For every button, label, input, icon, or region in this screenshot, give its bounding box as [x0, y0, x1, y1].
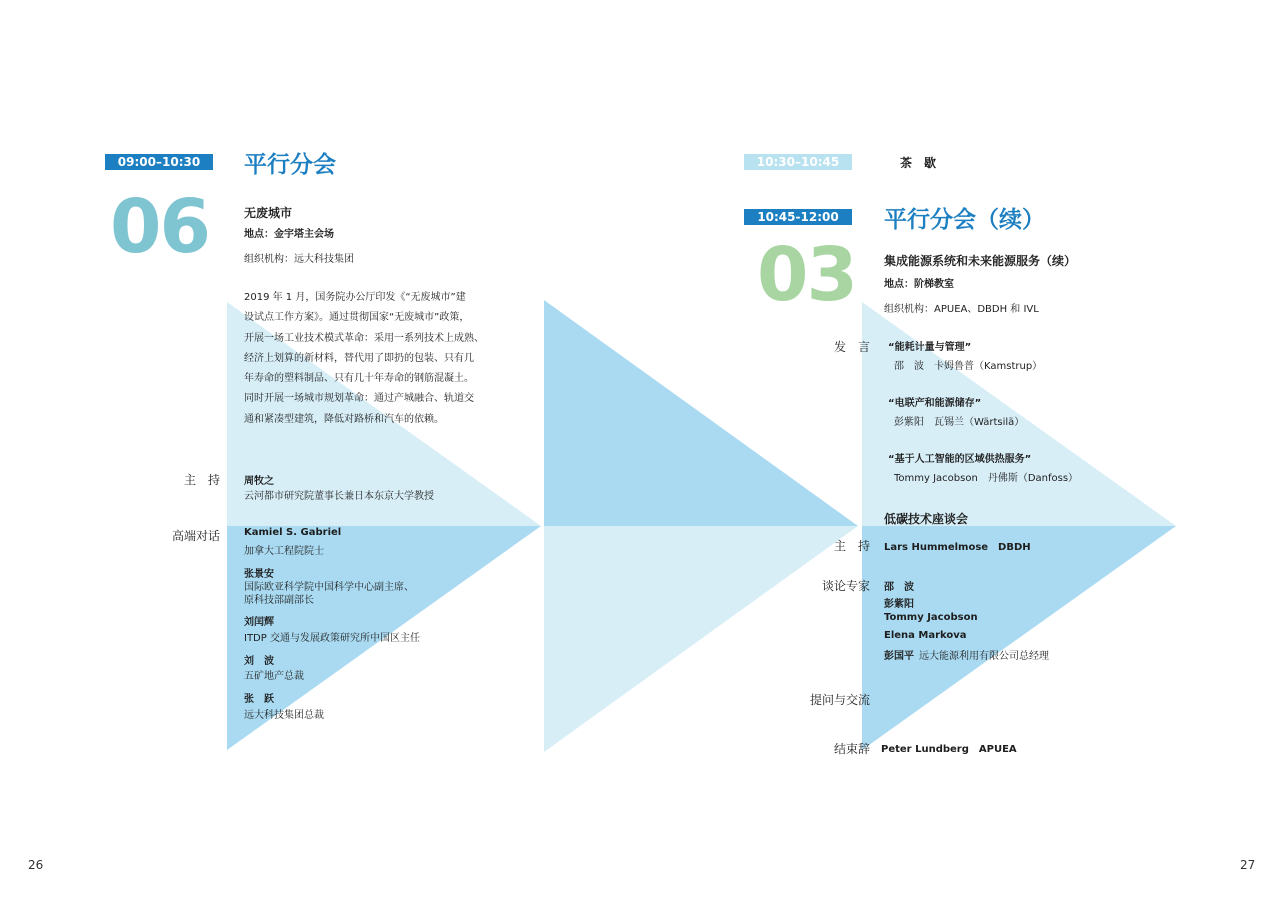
- paragraph-line: 设试点工作方案》。通过贯彻国家“无废城市”政策，: [244, 312, 470, 324]
- expert-name: Elena Markova: [884, 630, 967, 641]
- location: 地点：阶梯教室: [884, 279, 954, 290]
- description-paragraph: [244, 288, 484, 430]
- time-badge: 09:00–10:30: [105, 154, 213, 170]
- paragraph-line: 经济上划算的新材料，替代用了即扔的包装、只有几: [244, 352, 474, 364]
- paragraph-line: 开展一场工业技术模式革命：采用一系列技术上成熟、: [244, 332, 484, 344]
- expert-name: Tommy Jacobson: [884, 612, 978, 623]
- session-title: 集成能源系统和未来能源服务（续）: [884, 254, 1077, 268]
- speaker-name: Kamiel S. Gabriel: [244, 527, 342, 538]
- speaker-name: 张 跃: [244, 694, 274, 705]
- page-number-right: 27: [1240, 858, 1256, 872]
- expert-name: 彭国平: [884, 651, 914, 662]
- speaker-name: 张景安: [244, 569, 274, 580]
- speaker-title: 远大科技集团总裁: [244, 710, 324, 721]
- speaker-title: ITDP 交通与发展政策研究所中国区主任: [244, 633, 420, 644]
- session-number: 03: [757, 232, 856, 318]
- location: 地点：金宇塔主会场: [244, 229, 334, 240]
- host-name: 周牧之: [244, 476, 274, 487]
- talk-speaker: 邵 波 卡姆鲁普（Kamstrup）: [894, 361, 1043, 372]
- triangle-upper-mid: [544, 300, 858, 526]
- session-title: 无废城市: [244, 206, 293, 220]
- page-number-left: 26: [28, 858, 44, 872]
- speech-label: 发 言: [833, 340, 870, 354]
- triangle-lower-mid: [544, 526, 858, 752]
- paragraph-line: 2019 年 1 月，国务院办公厅印发《“无废城市”建: [244, 292, 466, 303]
- panel-title: 低碳技术座谈会: [884, 512, 969, 526]
- talk-topic: “电联产和能源储存”: [888, 398, 982, 409]
- speaker-title: 加拿大工程院院士: [244, 546, 324, 557]
- section-title: 平行分会（续）: [884, 207, 1045, 233]
- expert-name: 邵 波: [884, 582, 914, 593]
- experts-label: 谈论专家: [821, 579, 870, 593]
- expert-name: 彭紫阳: [884, 599, 914, 610]
- talk-speaker: Tommy Jacobson 丹佛斯（Danfoss）: [894, 473, 1079, 484]
- talk-topic: “能耗计量与管理”: [888, 342, 972, 353]
- qa-label: 提问与交流: [809, 693, 870, 707]
- talk-topic: “基于人工智能的区域供热服务”: [888, 454, 1032, 465]
- closing-label: 结束辞: [833, 742, 870, 756]
- section-title: 平行分会: [244, 152, 336, 178]
- organizer: 组织机构：APUEA、DBDH 和 IVL: [884, 304, 1039, 315]
- closing-speaker: Peter Lundberg APUEA: [881, 744, 1017, 755]
- host-title: 云河都市研究院董事长兼日本东京大学教授: [244, 491, 434, 502]
- paragraph-line: 同时开展一场城市规划革命：通过产城融合、轨道交: [244, 393, 474, 405]
- expert-title: 远大能源利用有限公司总经理: [919, 651, 1049, 662]
- speaker-name: 刘闰辉: [244, 617, 274, 628]
- host-name: Lars Hummelmose DBDH: [884, 542, 1031, 553]
- time-badge: 10:45-12:00: [744, 209, 852, 225]
- speaker-title: 五矿地产总裁: [244, 671, 304, 682]
- break-time-badge: 10:30–10:45: [744, 154, 852, 170]
- organizer: 组织机构：远大科技集团: [244, 254, 354, 265]
- speaker-name: 刘 波: [244, 656, 274, 667]
- host-label: 主 持: [833, 539, 870, 553]
- paragraph-line: 年寿命的塑料制品、只有几十年寿命的钢筋混凝土。: [244, 373, 474, 385]
- speaker-title: 国际欧亚科学院中国科学中心副主席、: [244, 582, 414, 593]
- speaker-title-line2: 原科技部副部长: [244, 595, 314, 606]
- talk-speaker: 彭紫阳 瓦锡兰（Wärtsilä）: [894, 417, 1025, 428]
- paragraph-line: 通和紧凑型建筑，降低对路桥和汽车的依赖。: [244, 413, 444, 425]
- break-label: 茶 歇: [900, 156, 937, 170]
- host-label: 主 持: [183, 473, 220, 487]
- session-number: 06: [110, 184, 209, 270]
- dialogue-label: 高端对话: [171, 529, 220, 543]
